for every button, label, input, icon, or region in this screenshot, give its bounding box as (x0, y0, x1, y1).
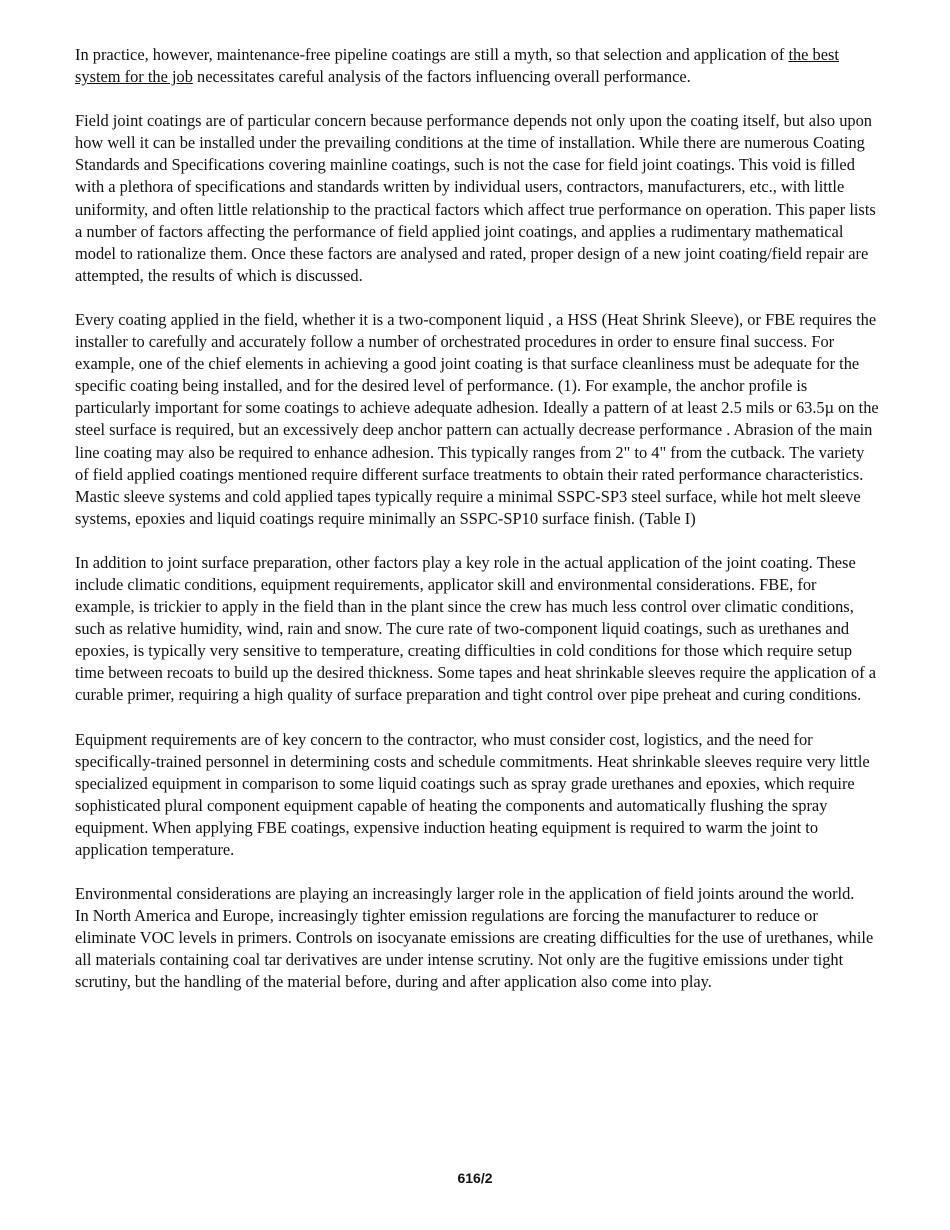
document-body (75, 44, 880, 1016)
paragraph-2: Field joint coatings are of particular concern because performance depends not only upon the coating itself, but also upon how well it can be installed under the prevailing conditions at the time of installation. While there are numerous Coating Standards and Specifications covering mainline coatings, such is not the case for field joint coatings. This void is filled with a plethora of specifications and standards written by individual users, contractors, manufacturers, etc., with little uniformity, and often little relationship to the practical factors which affect true performance on operation. This paper lists a number of factors affecting the performance of field applied joint coatings, and applies a rudimentary mathematical model to rationalize them. Once these factors are analysed and rated, proper design of a new joint coating/field repair are attempted, the results of which is discussed. (75, 111, 876, 285)
paragraph-1-start: In practice, however, maintenance-free pipeline coatings are still a myth, so that selection and application of (75, 45, 789, 64)
paragraph-6: Environmental considerations are playing an increasingly larger role in the application of field joints around the world. (75, 884, 855, 904)
paragraph-1 (75, 44, 880, 88)
paragraph-4: In addition to joint surface preparation, other factors play a key role in the actual application of the joint coating. These include climatic conditions, equipment requirements, applicator skill and environmental considerations. FBE, for example, is trickier to apply in the field than in the plant since the crew has much less control over climatic conditions, such as relative humidity, wind, rain and snow. The cure rate of two-component liquid coatings, such as urethanes and epoxies, is typically very sensitive to temperature, creating difficulties in cold conditions for those which require setup time between recoats to build up the desired thickness. Some tapes and heat shrinkable sleeves require the application of a curable primer, requiring a high quality of surface preparation and tight control over pipe preheat and curing conditions. (75, 552, 877, 705)
paragraph-7: In North America and Europe, increasingly tighter emission regulations are forcing the manufacturer to reduce or eliminate VOC levels in primers. Controls on isocyanate emissions are creating difficulties for the use of urethanes, while all materials containing coal tar derivatives are under intense scrutiny. Not only are the fugitive emissions under tight scrutiny, but the handling of the material before, during and after application also come into play. (75, 906, 874, 992)
paragraph-1-end: necessitates careful analysis of the factors influencing overall performance. (192, 67, 691, 87)
paragraph-5: Equipment requirements are of key concern to the contractor, who must consider cost, logistics, and the need for specifically-trained personnel in determining costs and schedule commitments. Heat shrinkable sleeves require very little specialized equipment in comparison to some liquid coatings such as spray grade urethanes and epoxies, which require sophisticated plural component equipment capable of heating the components and automatically flushing the spray equipment. When applying FBE coatings, expensive induction heating equipment is required to warm the joint to application temperature. (75, 729, 870, 859)
underlined-phrase: the best system for the job (75, 45, 839, 87)
paragraph-3: Every coating applied in the field, whether it is a two-component liquid , a HSS (Heat Shrink Sleeve), or FBE requires the installer to carefully and accurately follow a number of orchestrated procedures in order to ensure final success. For example, one of the chief elements in achieving a good joint coating is that surface cleanliness must be adequate for the specific coating being installed, and for the desired level of performance. (1). For example, the anchor profile is particularly important for some coatings to achieve adequate adhesion. Ideally a pattern of at least 2.5 mils or 63.5µ on the steel surface is required, but an excessively deep anchor pattern can actually decrease performance . Abrasion of the main line coating may also be required to enhance adhesion. This typically ranges from 2" to 4" from the cutback. The variety of field applied coatings mentioned require different surface treatments to obtain their rated performance characteristics. Mastic sleeve systems and cold applied tapes typically require a minimal SSPC-SP3 steel surface, while hot melt sleeve systems, epoxies and liquid coatings require minimally an SSPC-SP10 surface finish. (Table I) (75, 309, 879, 528)
page-number: 616/2 (457, 1170, 493, 1186)
